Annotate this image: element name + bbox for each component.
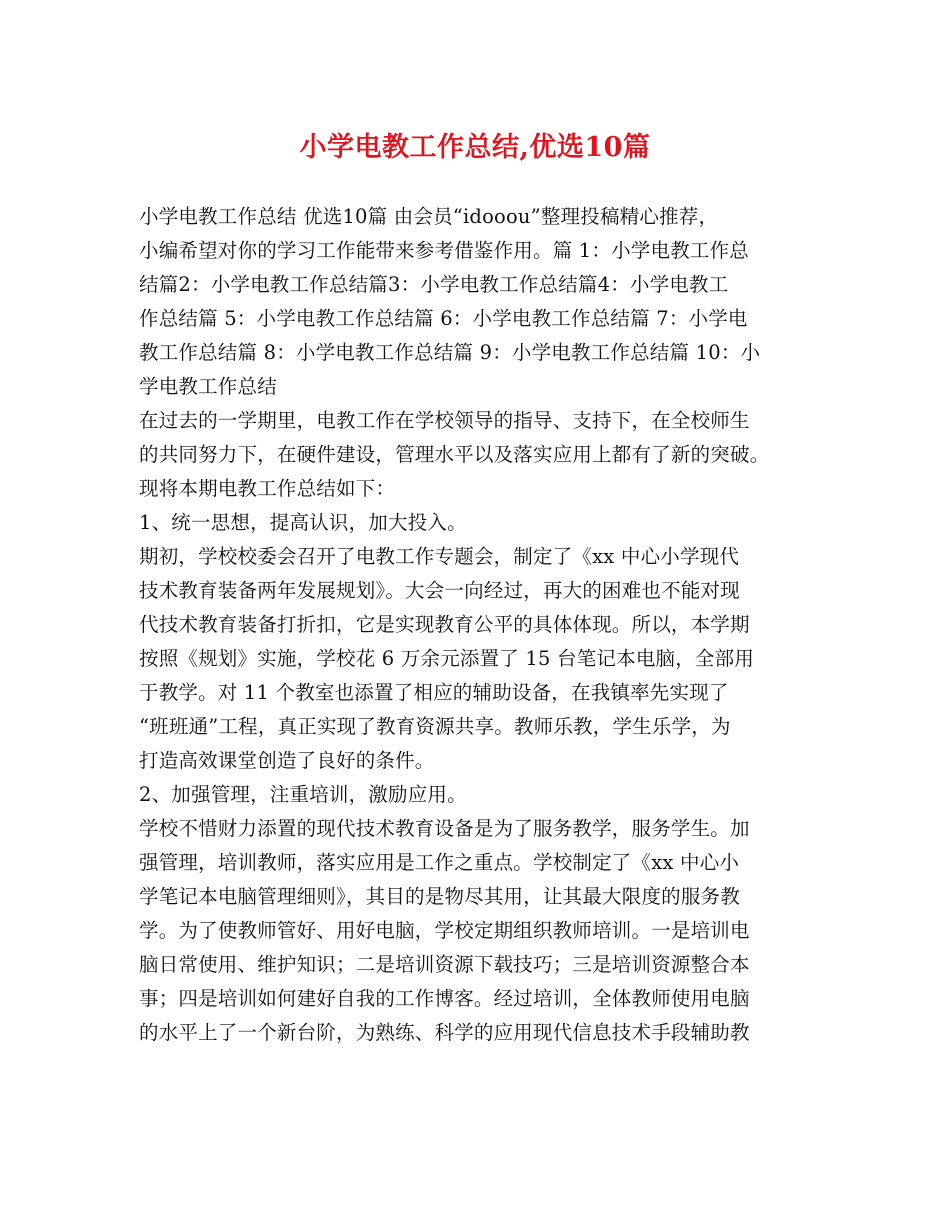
body-line: 的共同努力下，在硬件建设，管理水平以及落实应用上都有了新的突破。	[139, 443, 770, 466]
body-line: 代技术教育装备打折扣，它是实现教育公平的具体体现。所以，本学期	[139, 613, 750, 636]
body-line: 小学电教工作总结 优选10篇 由会员“idooou”整理投稿精心推荐，	[139, 205, 719, 228]
body-line: 现将本期电教工作总结如下：	[139, 477, 396, 500]
body-line: 期初，学校校委会召开了电教工作专题会，制定了《xx 中心小学现代	[139, 545, 740, 568]
body-line: 作总结篇 5：小学电教工作总结篇 6：小学电教工作总结篇 7：小学电	[139, 307, 748, 330]
document-body	[139, 200, 829, 1050]
body-line: 在过去的一学期里，电教工作在学校领导的指导、支持下，在全校师生	[139, 409, 750, 432]
body-line: 教工作总结篇 8：小学电教工作总结篇 9：小学电教工作总结篇 10：小	[139, 341, 761, 364]
body-line: 事；四是培训如何建好自我的工作博客。经过培训，全体教师使用电脑	[139, 987, 750, 1010]
section-heading: 2、加强管理，注重培训，激励应用。	[139, 783, 467, 806]
body-line: 学。为了使教师管好、用好电脑，学校定期组织教师培训。一是培训电	[139, 919, 750, 942]
body-line: 打造高效课堂创造了良好的条件。	[139, 749, 435, 772]
body-line: 学校不惜财力添置的现代技术教育设备是为了服务教学，服务学生。加	[139, 817, 750, 840]
body-line: 强管理，培训教师，落实应用是工作之重点。学校制定了《xx 中心小	[139, 851, 740, 874]
body-line: 的水平上了一个新台阶，为熟练、科学的应用现代信息技术手段辅助教	[139, 1021, 750, 1044]
body-line: 学电教工作总结	[139, 375, 277, 398]
body-line: 小编希望对你的学习工作能带来参考借鉴作用。篇 1：小学电教工作总	[139, 239, 750, 262]
body-line: 于教学。对 11 个教室也添置了相应的辅助设备，在我镇率先实现了	[139, 681, 729, 704]
body-line: 按照《规划》实施，学校花 6 万余元添置了 15 台笔记本电脑，全部用	[139, 647, 755, 670]
document-title: 小学电教工作总结,优选10篇	[299, 132, 651, 163]
body-line: 技术教育装备两年发展规划》。大会一向经过，再大的困难也不能对现	[139, 579, 740, 602]
body-line: “班班通”工程，真正实现了教育资源共享。教师乐教，学生乐学，为	[139, 715, 731, 738]
body-line: 结篇2：小学电教工作总结篇3：小学电教工作总结篇4：小学电教工	[139, 273, 729, 296]
section-heading: 1、统一思想，提高认识，加大投入。	[139, 511, 467, 534]
body-line: 脑日常使用、维护知识；二是培训资源下载技巧；三是培训资源整合本	[139, 953, 750, 976]
body-line: 学笔记本电脑管理细则》，其目的是物尽其用，让其最大限度的服务教	[139, 885, 740, 908]
